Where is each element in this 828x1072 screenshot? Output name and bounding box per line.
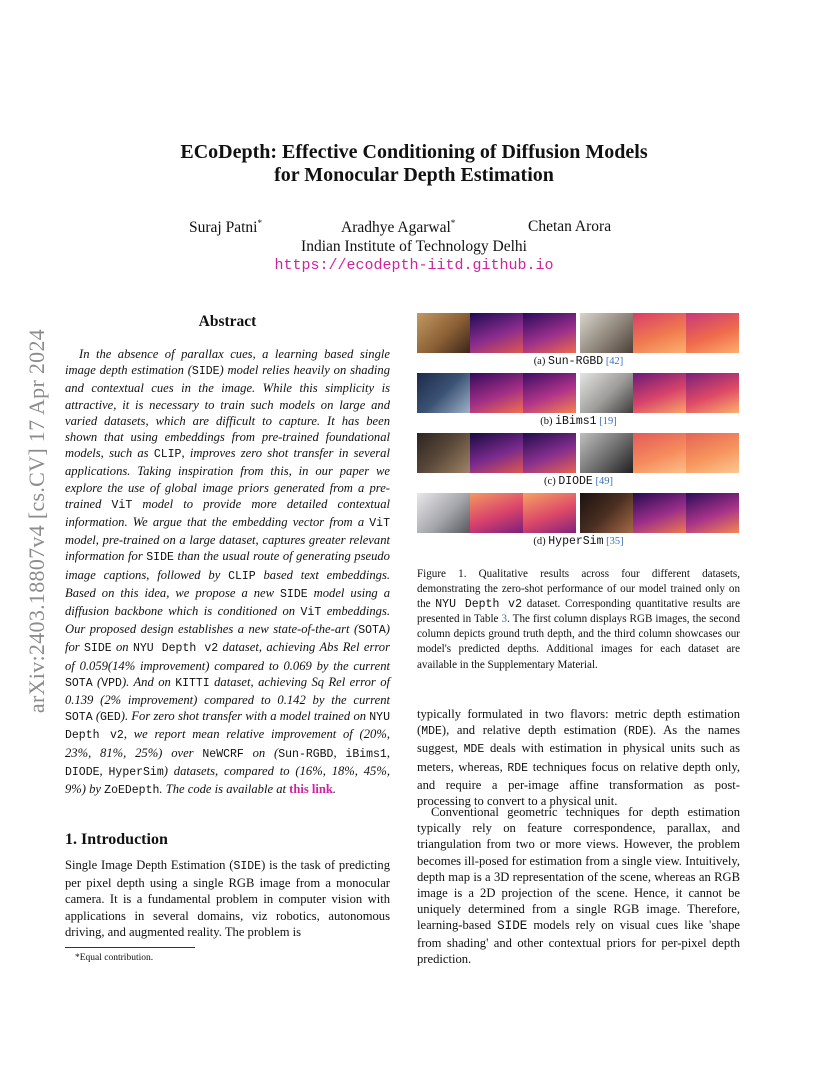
rgb-image <box>580 373 633 413</box>
gt-depth-map <box>470 373 523 413</box>
predicted-depth-map <box>686 373 739 413</box>
affiliation: Indian Institute of Technology Delhi <box>301 238 527 255</box>
rgb-image <box>580 313 633 353</box>
author-aradhye <box>341 218 455 237</box>
figure-1 <box>417 313 740 553</box>
body-paragraph-1: typically formulated in two flavors: metric depth estimation (MDE), and relative depth estimation (RDE). As the names suggest, MDE deals with estimation in physical units such as meters, whereas, RDE techniques focus on relative depth only, and require a per-image affine transformation as post-processing to convert to a physical unit. <box>417 707 741 809</box>
rgb-image <box>580 493 633 533</box>
introduction-text: Single Image Depth Estimation (SIDE) is the task of predicting per pixel depth using a single RGB image from a monocular camera. It is a fundamental problem in computer vision with applications in several domains, viz robotics, autonomous driving, and augmented reality. The problem is <box>65 858 390 939</box>
equal-contribution-mark: * <box>257 218 262 228</box>
predicted-depth-map <box>523 313 576 353</box>
predicted-depth-map <box>686 433 739 473</box>
gt-depth-map <box>470 493 523 533</box>
rgb-image <box>417 373 470 413</box>
author-suraj <box>189 218 262 237</box>
subcaption-ibims1: (b) iBims1 [19] <box>540 415 617 428</box>
arxiv-identifier-text: arXiv:2403.18807v4 [cs.CV] 17 Apr 2024 <box>24 328 49 714</box>
introduction-heading: 1. Introduction <box>65 831 168 848</box>
author-name: Aradhye Agarwal <box>341 219 451 237</box>
figure-row-sun-rgbd <box>417 313 740 353</box>
figure-row-ibims1 <box>417 373 740 413</box>
predicted-depth-map <box>523 493 576 533</box>
predicted-depth-map <box>523 373 576 413</box>
gt-depth-map <box>470 313 523 353</box>
predicted-depth-map <box>523 433 576 473</box>
predicted-depth-map <box>686 493 739 533</box>
paper-title <box>0 141 828 187</box>
equal-contribution-mark: * <box>450 218 456 228</box>
gt-depth-map <box>633 433 686 473</box>
author-chetan <box>528 218 611 236</box>
footnote: *Equal contribution. <box>75 953 154 963</box>
subcaption-diode: (c) DIODE [49] <box>544 475 613 488</box>
code-link[interactable]: this link <box>289 782 333 797</box>
subcaption-hypersim: (d) HyperSim [35] <box>533 535 624 548</box>
figure-row-diode <box>417 433 740 473</box>
author-name: Suraj Patni <box>189 219 258 237</box>
footnote-rule <box>65 947 195 948</box>
author-name: Chetan Arora <box>528 218 612 235</box>
gt-depth-map <box>633 493 686 533</box>
title-line-2: for Monocular Depth Estimation <box>274 164 554 186</box>
arxiv-identifier <box>22 286 52 756</box>
project-url-link[interactable]: https://ecodepth-iitd.github.io <box>274 257 554 274</box>
abstract-text: In the absence of parallax cues, a learning based single image depth estimation (SIDE) model relies heavily on shading and contextual cues in the image. While this simplicity is attractive, it is necessary to train such models on large and varied datasets, which are difficult to capture. It has been shown that using embeddings from pre-trained foundational models, such as CLIP, improves zero shot transfer in several applications. Taking inspiration from this, in our paper we explore the use of global image priors generated from a pre-trained ViT model to provide more detailed contextual information. We argue that the embedding vector from a ViT model, pre-trained on a large dataset, captures greater relevant information for SIDE than the usual route of generating pseudo image captions, followed by CLIP based text embeddings. Based on this idea, we propose a new SIDE model using a diffusion backbone which is conditioned on ViT embeddings. Our proposed design establishes a new state-of-the-art (SOTA) for SIDE on NYU Depth v2 dataset, achieving Abs Rel error of 0.059(14% improvement) compared to 0.069 by the current SOTA (VPD). And on KITTI dataset, achieving Sq Rel error of 0.139 (2% improvement) compared to 0.142 by the current SOTA (GED). For zero shot transfer with a model trained on NYU Depth v2, we report mean relative improvement of (20%, 23%, 81%, 25%) over NeWCRF on (Sun-RGBD, iBims1, DIODE, HyperSim) datasets, compared to (16%, 18%, 45%, 9%) by ZoEDepth. The code is available at this link. <box>65 347 391 798</box>
body-paragraph-2: Conventional geometric techniques for depth estimation typically rely on feature correspondence, parallax, and triangulation from two or more views. However, the problem becomes ill-posed for estimation from a single view. Intuitively, depth map is a 3D representation of the scene, whereas an RGB image is a 2D projection of the scene. Hence, it cannot be uniquely determined from a single RGB image. Therefore, learning-based SIDE models rely on visual cues like 'shape from shading' and other contextual priors for per-pixel depth prediction. <box>417 805 740 966</box>
table-ref-link[interactable]: 3 <box>501 613 508 626</box>
figure-1-caption: Figure 1. Qualitative results across four different datasets, demonstrating the zero-shot performance of our model trained only on the NYU Depth v2 dataset. Corresponding quantitative results are presented in Table 3. The first column displays RGB images, the second column depicts ground truth depth, and the third column showcases our model's predicted depths. Additional images for each dataset are available in the Supplementary Material. <box>417 568 741 671</box>
figure-row-hypersim <box>417 493 740 533</box>
subcaption-sun-rgbd: (a) Sun-RGBD [42] <box>533 355 624 368</box>
rgb-image <box>417 493 470 533</box>
title-line-1: ECoDepth: Effective Conditioning of Diffusion Models <box>180 141 648 163</box>
rgb-image <box>417 433 470 473</box>
rgb-image <box>580 433 633 473</box>
rgb-image <box>417 313 470 353</box>
predicted-depth-map <box>686 313 739 353</box>
gt-depth-map <box>633 313 686 353</box>
abstract-heading: Abstract <box>198 313 257 330</box>
gt-depth-map <box>470 433 523 473</box>
gt-depth-map <box>633 373 686 413</box>
